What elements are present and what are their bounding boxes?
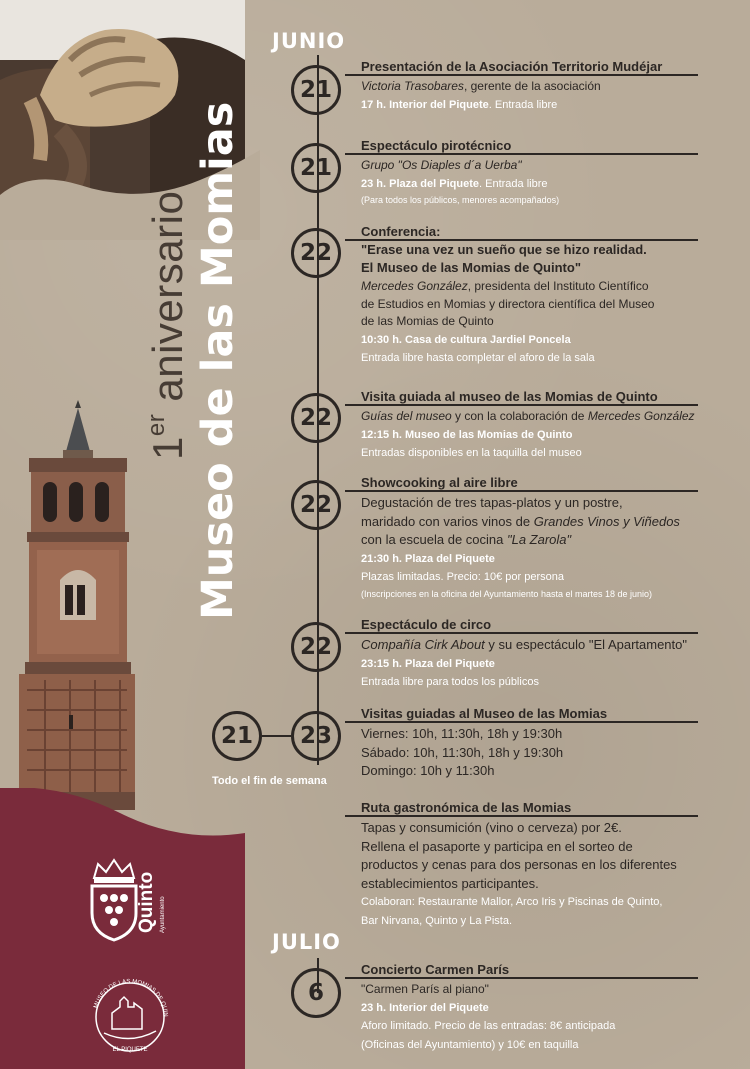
anniversary-sup: er bbox=[143, 413, 170, 437]
event-title: Conferencia: bbox=[361, 224, 441, 239]
event-ruta-gastronomica bbox=[361, 800, 741, 930]
event-time-place: 10:30 h. Casa de cultura Jardiel Poncela bbox=[361, 333, 571, 346]
event-date-circle-start: 21 bbox=[212, 711, 262, 761]
quinto-logo-text: Quinto bbox=[136, 871, 157, 933]
event-description: Tapas y consumición (vino o cerveza) por 2€. bbox=[361, 820, 622, 835]
event-time-place: 23 h. Plaza del Piquete bbox=[361, 177, 479, 190]
event-entry: . Entrada libre bbox=[479, 177, 548, 190]
anniversary-word: aniversario bbox=[144, 190, 191, 402]
event-description: de Estudios en Momias y directora científica del Museo bbox=[361, 296, 655, 311]
museo-logo-bottom-text: EL PIQUETE bbox=[112, 1047, 148, 1053]
event-collaborators: Bar Nirvana, Quinto y La Pista. bbox=[361, 914, 513, 927]
event-entry: . Entrada libre bbox=[488, 98, 558, 111]
quinto-logo-subtext: Ayuntamiento bbox=[160, 896, 166, 933]
month-june: JUNIO bbox=[272, 29, 346, 53]
event-entry: Entrada libre hasta completar el aforo de la sala bbox=[361, 352, 595, 364]
event-title: Showcooking al aire libre bbox=[361, 475, 518, 490]
event-title: Espectáculo de circo bbox=[361, 617, 492, 632]
museo-seal-icon bbox=[86, 973, 174, 1053]
event-description: establecimientos participantes. bbox=[361, 875, 539, 891]
event-time-place: 23:15 h. Plaza del Piquete bbox=[361, 657, 495, 670]
event-concierto bbox=[361, 962, 741, 1054]
event-time-place: 17 h. Interior del Piquete bbox=[361, 98, 489, 111]
event-title: Presentación de la Asociación Territorio Mudéjar bbox=[361, 59, 663, 74]
museo-logo-ring-text: MUSEO DE LAS MOMIAS DE QUIN bbox=[93, 978, 169, 1017]
event-description: Degustación de tres tapas-platos y un postre, bbox=[361, 495, 623, 510]
museo-logo bbox=[86, 973, 174, 1053]
event-speaker: Mercedes González bbox=[587, 409, 695, 423]
event-entry: Entrada libre para todos los públicos bbox=[361, 676, 539, 688]
event-text: con la escuela de cocina bbox=[361, 532, 507, 547]
event-date-circle: 21 bbox=[291, 65, 341, 115]
event-circo bbox=[361, 617, 741, 692]
schedule-sunday: Domingo: 10h y 11:30h bbox=[361, 763, 495, 778]
museum-title: Museo de las Momias bbox=[193, 101, 243, 620]
event-showcooking bbox=[361, 475, 741, 602]
event-speaker-role: , gerente de la asociación bbox=[463, 79, 601, 93]
date-range-connector bbox=[262, 735, 291, 737]
event-title: Visita guiada al museo de las Momias de Quinto bbox=[361, 389, 658, 404]
event-speaker: Victoria Trasobares bbox=[361, 79, 464, 93]
weekend-label: Todo el fin de semana bbox=[212, 775, 327, 787]
anniversary-number: 1 bbox=[144, 436, 191, 460]
event-description: "Carmen París al piano" bbox=[361, 982, 489, 996]
event-speaker: Guías del museo bbox=[361, 409, 452, 423]
event-date-circle: 23 bbox=[291, 711, 341, 761]
event-note: (Para todos los públicos, menores acompañados) bbox=[361, 195, 560, 205]
event-speaker: Mercedes González bbox=[361, 279, 468, 293]
event-time-place: 23 h. Interior del Piquete bbox=[361, 1001, 489, 1014]
event-pirotecnico bbox=[361, 138, 741, 208]
event-text: y su espectáculo "El Apartamento" bbox=[484, 637, 687, 652]
event-school: "La Zarola" bbox=[506, 532, 572, 547]
event-text: maridado con varios vinos de bbox=[361, 513, 534, 529]
event-description: de las Momias de Quinto bbox=[361, 314, 494, 328]
event-title: Concierto Carmen París bbox=[361, 962, 510, 977]
event-subtitle: "Erase una vez un sueño que se hizo realidad. bbox=[361, 242, 647, 257]
event-entry: Plazas limitadas. Precio: 10€ por persona bbox=[361, 571, 564, 583]
event-text: y con la colaboración de bbox=[451, 409, 588, 423]
event-description: Rellena el pasaporte y participa en el sorteo de bbox=[361, 838, 633, 854]
mudejar-tower-illustration bbox=[15, 400, 135, 810]
schedule-saturday: Sábado: 10h, 11:30h, 18h y 19:30h bbox=[361, 744, 564, 760]
event-title: Espectáculo pirotécnico bbox=[361, 138, 512, 153]
event-time-place: 21:30 h. Plaza del Piquete bbox=[361, 552, 495, 565]
event-description: productos y cenas para dos personas en los diferentes bbox=[361, 857, 677, 872]
event-date-circle: 21 bbox=[291, 143, 341, 193]
schedule-friday: Viernes: 10h, 11:30h, 18h y 19:30h bbox=[361, 726, 563, 741]
month-july: JULIO bbox=[272, 930, 341, 954]
event-entry: (Oficinas del Ayuntamiento) y 10€ en taquilla bbox=[361, 1038, 579, 1051]
svg-text:MUSEO DE LAS MOMIAS DE QUINTO bbox=[86, 973, 168, 1017]
event-speaker-role: , presidenta del Instituto Científico bbox=[467, 279, 649, 293]
event-note: (Inscripciones en la oficina del Ayuntamiento hasta el martes 18 de junio) bbox=[361, 588, 653, 599]
event-conferencia bbox=[361, 224, 741, 368]
quinto-logo bbox=[86, 858, 176, 953]
event-date-circle: 6 bbox=[291, 968, 341, 1018]
event-entry: Aforo limitado. Precio de las entradas: 8€ anticipada bbox=[361, 1020, 616, 1032]
quinto-crest-icon bbox=[86, 858, 176, 953]
event-performer: Grupo "Os Diaples d´a Uerba" bbox=[361, 158, 522, 172]
event-presentacion bbox=[361, 59, 741, 114]
anniversary-title bbox=[143, 191, 192, 460]
event-date-circle: 22 bbox=[291, 622, 341, 672]
event-date-circle: 22 bbox=[291, 228, 341, 278]
event-subtitle: El Museo de las Momias de Quinto" bbox=[361, 260, 581, 275]
event-performer: Compañía Cirk About bbox=[361, 637, 485, 652]
event-date-circle: 22 bbox=[291, 480, 341, 530]
event-title: Ruta gastronómica de las Momias bbox=[361, 800, 572, 815]
event-date-circle: 22 bbox=[291, 393, 341, 443]
event-entry: Entradas disponibles en la taquilla del museo bbox=[361, 447, 582, 459]
event-collaborators: Colaboran: Restaurante Mallor, Arco Iris y Piscinas de Quinto, bbox=[361, 896, 663, 908]
event-visitas-guiadas bbox=[361, 706, 741, 781]
left-column bbox=[0, 0, 245, 1069]
event-title: Visitas guiadas al Museo de las Momias bbox=[361, 706, 608, 721]
event-time-place: 12:15 h. Museo de las Momias de Quinto bbox=[361, 428, 573, 441]
event-visita-guiada bbox=[361, 389, 741, 463]
event-sponsor: Grandes Vinos y Viñedos bbox=[533, 513, 680, 529]
